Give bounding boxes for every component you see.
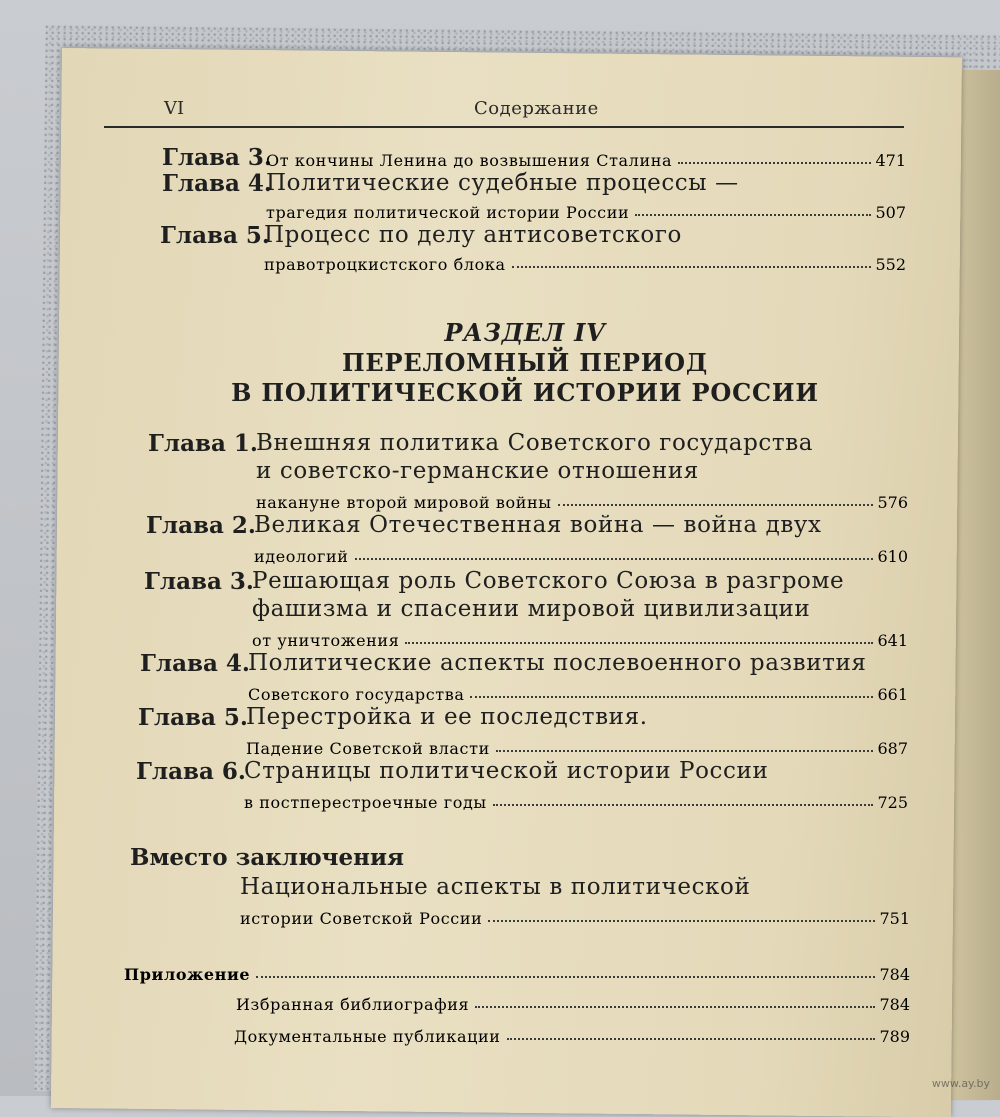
toc-line: От кончины Ленина до возвышения Сталина — [266, 151, 673, 170]
toc-line: Великая Отечественная война — война двух — [254, 512, 822, 538]
toc-line: истории Советской России — [240, 909, 483, 928]
section-title-line2: В ПОЛИТИЧЕСКОЙ ИСТОРИИ РОССИИ — [231, 378, 819, 407]
page-ref: 641 — [877, 631, 908, 650]
toc-row — [264, 246, 906, 274]
toc-row — [236, 986, 910, 1014]
toc-row — [266, 194, 906, 222]
toc-line: трагедия политической истории России — [266, 203, 630, 222]
page-ref: 784 — [879, 995, 910, 1014]
toc-row — [240, 900, 910, 928]
toc-line: фашизма и спасении мировой цивилизации — [252, 596, 811, 622]
toc-line: правотроцкистского блока — [264, 255, 506, 274]
leader-dots — [488, 920, 875, 922]
conclusion-heading: Вместо заключения — [130, 844, 405, 871]
page-ref: 751 — [879, 909, 910, 928]
leader-dots — [355, 558, 874, 560]
page-ref: 725 — [877, 793, 908, 812]
toc-row — [266, 142, 906, 170]
toc-line: Избранная библиография — [236, 995, 470, 1014]
toc-row — [256, 484, 908, 512]
toc-line: Советского государства — [248, 685, 465, 704]
toc-line: накануне второй мировой войны — [256, 493, 552, 512]
leader-dots — [256, 976, 875, 978]
toc-line: Национальные аспекты в политической — [240, 874, 751, 900]
chapter-label: Глава 3. — [144, 568, 254, 595]
toc-row — [252, 622, 908, 650]
toc-line: Политические аспекты послевоенного развития — [248, 650, 867, 676]
chapter-label: Глава 6. — [136, 758, 246, 785]
page-ref: 576 — [877, 493, 908, 512]
toc-line: Внешняя политика Советского государства — [256, 430, 814, 456]
leader-dots — [405, 642, 873, 644]
toc-line: Решающая роль Советского Союза в разгроме — [252, 568, 845, 594]
toc-line: Процесс по делу антисоветского — [264, 222, 682, 248]
running-head — [104, 96, 904, 128]
toc-line: идеологий — [254, 547, 349, 566]
page-ref: 661 — [877, 685, 908, 704]
toc-line: Падение Советской власти — [246, 739, 490, 758]
page-ref: 552 — [875, 255, 906, 274]
toc-row — [124, 956, 910, 984]
chapter-label: Глава 2. — [146, 512, 256, 539]
leader-dots — [496, 750, 874, 752]
leader-dots — [475, 1006, 875, 1008]
toc-line: Документальные публикации — [234, 1027, 501, 1046]
page-ref: 471 — [875, 151, 906, 170]
chapter-label: Глава 4. — [162, 170, 272, 197]
page-ref: 784 — [879, 965, 910, 984]
page-ref: 687 — [877, 739, 908, 758]
leader-dots — [470, 696, 873, 698]
section-title-line1: ПЕРЕЛОМНЫЙ ПЕРИОД — [341, 348, 709, 377]
toc-line: Политические судебные процессы — — [266, 170, 739, 196]
toc-row — [244, 784, 908, 812]
appendix-heading: Приложение — [124, 965, 251, 984]
leader-dots — [678, 162, 871, 164]
chapter-label: Глава 5. — [160, 222, 270, 249]
toc-line: Перестройка и ее последствия. — [246, 704, 648, 730]
chapter-label: Глава 3. — [162, 144, 272, 171]
chapter-label: Глава 1. — [148, 430, 258, 457]
chapter-label: Глава 4. — [140, 650, 250, 677]
toc-line: Страницы политической истории России — [244, 758, 769, 784]
watermark: www.ay.by — [931, 1077, 990, 1090]
section-label: РАЗДЕЛ IV — [444, 318, 606, 347]
toc-line: в постперестроечные годы — [244, 793, 487, 812]
leader-dots — [635, 214, 871, 216]
toc-row — [246, 730, 908, 758]
page-ref: 507 — [875, 203, 906, 222]
toc-row — [248, 676, 908, 704]
page-ref: 610 — [877, 547, 908, 566]
toc-row — [234, 1018, 910, 1046]
leader-dots — [512, 266, 872, 268]
leader-dots — [493, 804, 874, 806]
chapter-label: Глава 5. — [138, 704, 248, 731]
toc-row — [254, 538, 908, 566]
toc-line: и советско-германские отношения — [256, 458, 699, 484]
page-number: VI — [164, 98, 185, 119]
leader-dots — [558, 504, 874, 506]
toc-line: от уничтожения — [252, 631, 400, 650]
page-ref: 789 — [879, 1027, 910, 1046]
leader-dots — [507, 1038, 876, 1040]
running-title: Содержание — [474, 98, 599, 119]
